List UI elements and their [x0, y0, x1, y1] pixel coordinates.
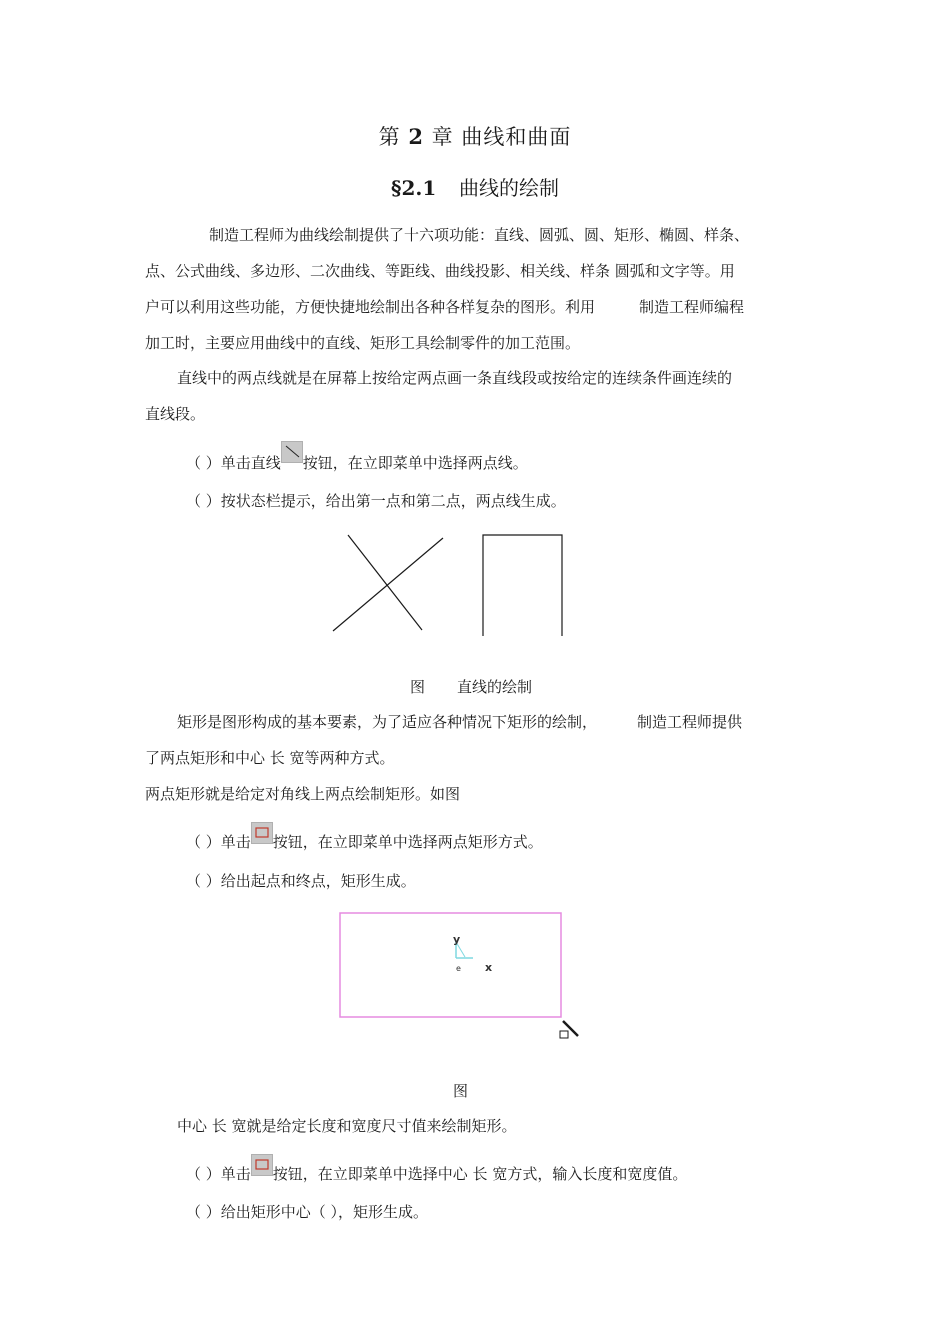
line-para-line: 直线中的两点线就是在屏幕上按给定两点画一条直线段或按给定的连续条件画连续的 — [177, 369, 733, 387]
intro-line: 加工时，主要应用曲线中的直线、矩形工具绘制零件的加工范围。 — [145, 334, 581, 352]
cross-line-2 — [333, 538, 443, 631]
intro-line: 点、公式曲线、多边形、二次曲线、等距线、曲线投影、相关线、样条 圆弧和文字等。用 — [145, 262, 735, 280]
section-title — [0, 172, 950, 201]
intro-paragraph — [145, 217, 810, 361]
axis-y-label: y — [453, 933, 461, 946]
section-name: 曲线的绘制 — [458, 176, 559, 200]
center-step-1: （ ）单击 按钮，在立即菜单中选择中心 长 宽方式，输入长度和宽度值。 — [186, 1160, 687, 1184]
figure1-caption: 图 直线的绘制 — [410, 678, 533, 696]
rect-para-line: 两点矩形就是给定对角线上两点绘制矩形。如图 — [145, 785, 461, 803]
rect-para-line: 了两点矩形和中心 长 宽等两种方式。 — [145, 749, 395, 767]
center-paragraph — [145, 1108, 810, 1144]
two-point-rect-figure — [335, 905, 585, 1045]
origin-label: e — [456, 964, 461, 973]
rect-tool-icon[interactable] — [251, 822, 273, 844]
line-para-line: 直线段。 — [145, 405, 206, 423]
line-drawing-figure — [330, 530, 570, 640]
intro-line: 制造工程师为曲线绘制提供了十六项功能：直线、圆弧、圆、矩形、椭圆、样条、 — [209, 226, 750, 244]
intro-line: 户可以利用这些功能，方便快捷地绘制出各种各样复杂的图形。利用 制造工程师编程 — [145, 298, 745, 316]
rect-tool-icon-2[interactable] — [251, 1154, 273, 1176]
chapter-prefix: 第 — [378, 125, 401, 149]
cross-line-1 — [348, 535, 422, 630]
cursor-box-icon — [560, 1031, 568, 1038]
rect-outline — [340, 913, 561, 1017]
axis-x-label: x — [485, 961, 493, 974]
line-step-1: （ ）单击直线 按钮，在立即菜单中选择两点线。 — [186, 449, 528, 473]
section-number: §2.1 — [391, 176, 437, 200]
center-para-line: 中心 长 宽就是给定长度和宽度尺寸值来绘制矩形。 — [177, 1117, 517, 1135]
line-tool-icon[interactable] — [281, 441, 303, 463]
chapter-title — [0, 121, 950, 151]
center-step-2: （ ）给出矩形中心（ ），矩形生成。 — [186, 1203, 429, 1221]
line-paragraph — [145, 360, 810, 432]
rect-para-line: 矩形是图形构成的基本要素，为了适应各种情况下矩形的绘制， 制造工程师提供 — [177, 713, 743, 731]
rect-paragraph — [145, 704, 810, 812]
line-step-2: （ ）按状态栏提示，给出第一点和第二点，两点线生成。 — [186, 492, 566, 510]
chapter-number: 2 — [408, 124, 424, 149]
rect-step-2: （ ）给出起点和终点，矩形生成。 — [186, 872, 416, 890]
rect-step-1: （ ）单击 按钮，在立即菜单中选择两点矩形方式。 — [186, 828, 543, 852]
open-rect-shape — [483, 535, 562, 636]
figure2-caption: 图 — [453, 1082, 469, 1100]
chapter-name: 章 曲线和曲面 — [431, 125, 572, 149]
